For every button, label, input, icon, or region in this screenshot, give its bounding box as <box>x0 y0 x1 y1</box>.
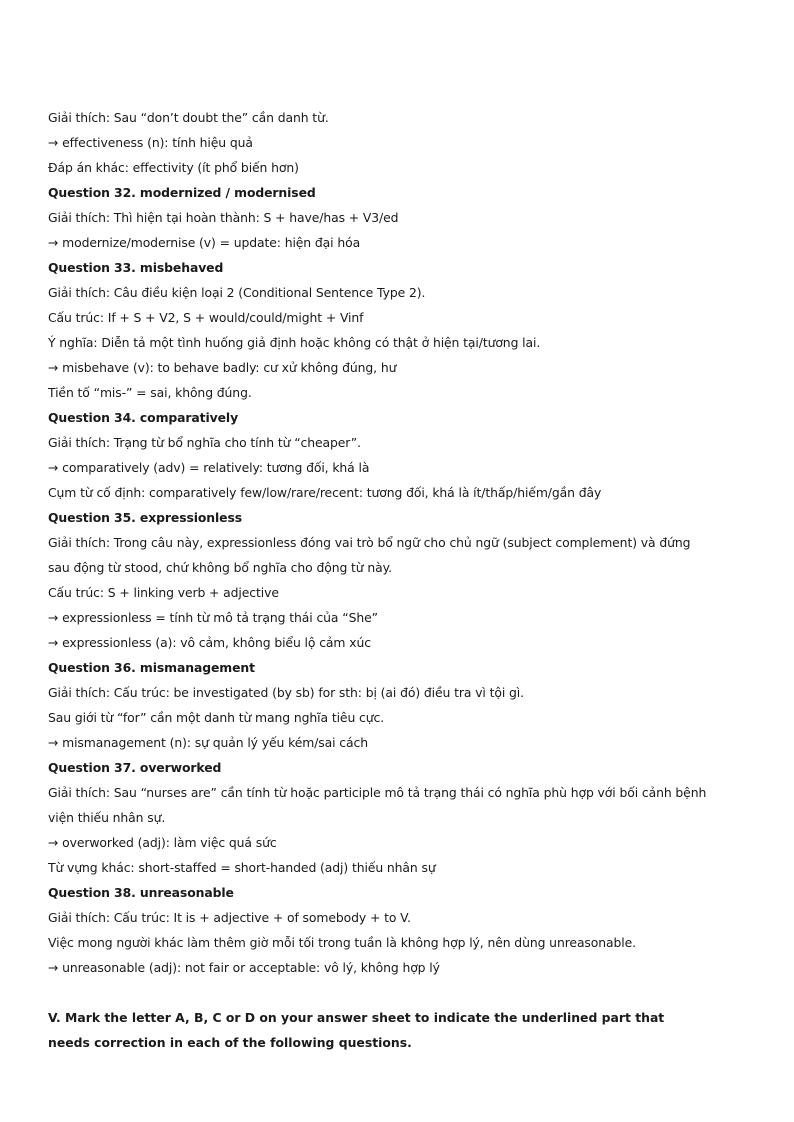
document-page <box>48 105 748 1055</box>
explanation-line: sau động từ stood, chứ không bổ nghĩa cho động từ này. <box>48 560 392 575</box>
explanation-line: Cụm từ cố định: comparatively few/low/rare/recent: tương đối, khá là ít/thấp/hiếm/gần đây <box>48 485 602 500</box>
explanation-line: Giải thích: Thì hiện tại hoàn thành: S + have/has + V3/ed <box>48 210 399 225</box>
explanation-line: Đáp án khác: effectivity (ít phổ biến hơn) <box>48 160 299 175</box>
explanation-line: Cấu trúc: If + S + V2, S + would/could/might + Vinf <box>48 310 364 325</box>
question-heading: Question 36. mismanagement <box>48 660 255 675</box>
explanation-line: Giải thích: Trạng từ bổ nghĩa cho tính từ “cheaper”. <box>48 435 361 450</box>
explanation-line: → modernize/modernise (v) = update: hiện đại hóa <box>48 235 361 250</box>
explanation-line: → effectiveness (n): tính hiệu quả <box>48 135 253 150</box>
question-heading: Question 37. overworked <box>48 760 222 775</box>
question-heading: Question 34. comparatively <box>48 410 239 425</box>
explanation-line: Giải thích: Sau “don’t doubt the” cần danh từ. <box>48 110 329 125</box>
explanation-line: Tiền tố “mis-” = sai, không đúng. <box>48 385 252 400</box>
explanation-line: → unreasonable (adj): not fair or acceptable: vô lý, không hợp lý <box>48 960 440 975</box>
explanation-line: Giải thích: Câu điều kiện loại 2 (Conditional Sentence Type 2). <box>48 285 426 300</box>
question-heading: Question 38. unreasonable <box>48 885 234 900</box>
explanation-line: Việc mong người khác làm thêm giờ mỗi tối trong tuần là không hợp lý, nên dùng unreasonable. <box>48 935 636 950</box>
question-heading: Question 35. expressionless <box>48 510 243 525</box>
section-v-instruction: V. Mark the letter A, B, C or D on your answer sheet to indicate the underlined part that needs correction in each of the following questions. <box>48 1010 665 1050</box>
explanation-line: → overworked (adj): làm việc quá sức <box>48 835 277 850</box>
explanation-line: → comparatively (adv) = relatively: tương đối, khá là <box>48 460 370 475</box>
explanation-line: Ý nghĩa: Diễn tả một tình huống giả định hoặc không có thật ở hiện tại/tương lai. <box>48 335 541 350</box>
explanation-line: Từ vựng khác: short-staffed = short-handed (adj) thiếu nhân sự <box>48 860 436 875</box>
explanation-line: → misbehave (v): to behave badly: cư xử không đúng, hư <box>48 360 397 375</box>
explanation-line: viện thiếu nhân sự. <box>48 810 166 825</box>
explanation-line: → mismanagement (n): sự quản lý yếu kém/sai cách <box>48 735 368 750</box>
explanation-line: → expressionless = tính từ mô tả trạng thái của “She” <box>48 610 378 625</box>
explanation-line: Cấu trúc: S + linking verb + adjective <box>48 585 279 600</box>
explanation-line: Giải thích: Cấu trúc: It is + adjective + of somebody + to V. <box>48 910 411 925</box>
explanation-line: Giải thích: Cấu trúc: be investigated (by sb) for sth: bị (ai đó) điều tra vì tội gì. <box>48 685 524 700</box>
explanation-line: Giải thích: Trong câu này, expressionless đóng vai trò bổ ngữ cho chủ ngữ (subject complement) và đứng <box>48 535 691 550</box>
question-heading: Question 32. modernized / modernised <box>48 185 316 200</box>
explanation-line: Giải thích: Sau “nurses are” cần tính từ hoặc participle mô tả trạng thái có nghĩa phù hợp với bối cảnh bệnh <box>48 785 707 800</box>
blank-line <box>48 980 748 1005</box>
question-heading: Question 33. misbehaved <box>48 260 224 275</box>
explanation-line: → expressionless (a): vô cảm, không biểu lộ cảm xúc <box>48 635 371 650</box>
explanation-line: Sau giới từ “for” cần một danh từ mang nghĩa tiêu cực. <box>48 710 385 725</box>
